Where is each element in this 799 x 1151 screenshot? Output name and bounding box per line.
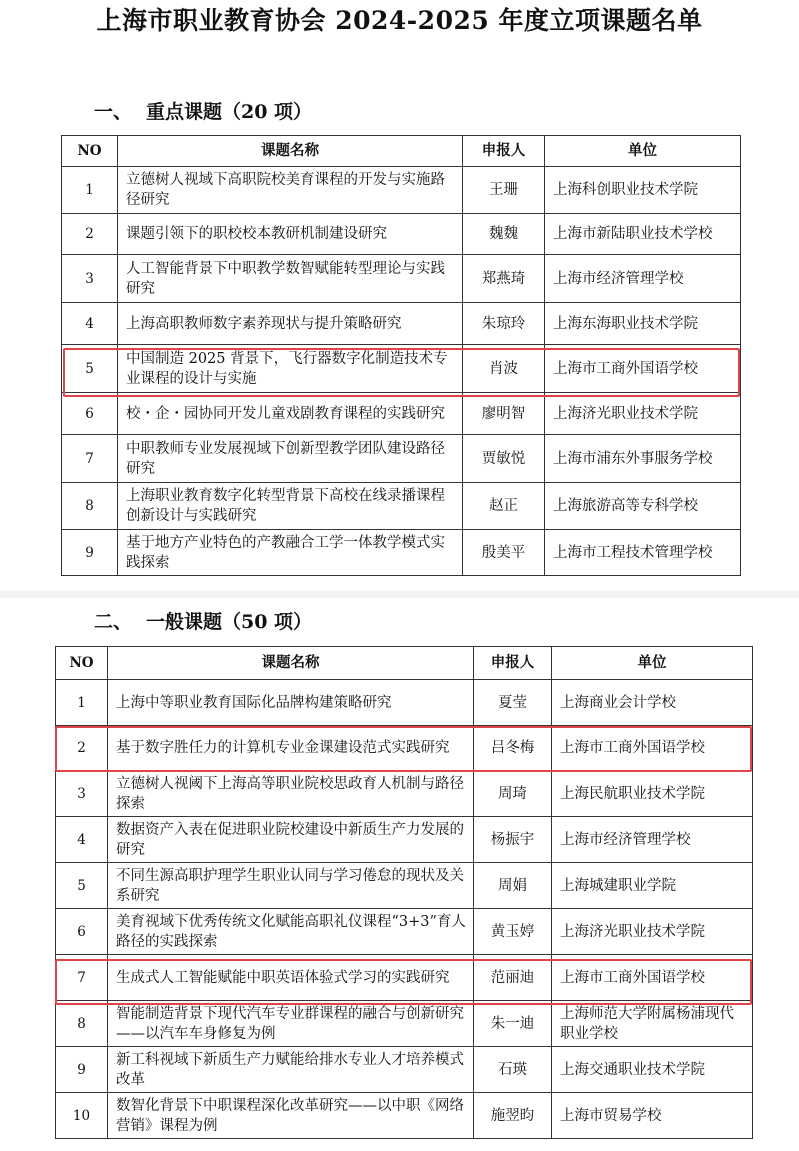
unit-cell: 上海交通职业技术学院 bbox=[552, 1047, 753, 1093]
no-cell: 4 bbox=[62, 303, 118, 345]
name-cell: 智能制造背景下现代汽车专业群课程的融合与创新研究——以汽车车身修复为例 bbox=[108, 1001, 474, 1047]
name-cell: 人工智能背景下中职教学数智赋能转型理论与实践研究 bbox=[118, 255, 463, 303]
no-cell: 5 bbox=[56, 863, 108, 909]
section-label: 一般课题（50 项） bbox=[146, 611, 313, 633]
unit-cell: 上海旅游高等专科学校 bbox=[545, 483, 741, 530]
page-title: 上海市职业教育协会 2024-2025 年度立项课题名单 bbox=[96, 6, 703, 35]
table-row bbox=[56, 955, 753, 1001]
table-row bbox=[62, 483, 741, 530]
person-cell: 殷美平 bbox=[463, 530, 545, 576]
name-cell: 上海职业教育数字化转型背景下高校在线录播课程创新设计与实践研究 bbox=[118, 483, 463, 530]
unit-cell: 上海济光职业技术学院 bbox=[545, 393, 741, 435]
name-cell: 校・企・园协同开发儿童戏剧教育课程的实践研究 bbox=[118, 393, 463, 435]
column-header-name: 课题名称 bbox=[118, 136, 463, 167]
name-cell: 中国制造 2025 背景下，飞行器数字化制造技术专业课程的设计与实施 bbox=[118, 345, 463, 393]
name-cell: 上海中等职业教育国际化品牌构建策略研究 bbox=[108, 680, 474, 726]
table-row bbox=[56, 1047, 753, 1093]
name-cell: 不同生源高职护理学生职业认同与学习倦怠的现状及关系研究 bbox=[108, 863, 474, 909]
section-index: 二、 bbox=[94, 611, 133, 633]
person-cell: 肖波 bbox=[463, 345, 545, 393]
name-cell: 数据资产入表在促进职业院校建设中新质生产力发展的研究 bbox=[108, 817, 474, 863]
unit-cell: 上海市经济管理学校 bbox=[552, 817, 753, 863]
person-cell: 朱一迪 bbox=[474, 1001, 552, 1047]
table-row bbox=[62, 214, 741, 255]
no-cell: 7 bbox=[56, 955, 108, 1001]
unit-cell: 上海民航职业技术学院 bbox=[552, 771, 753, 817]
person-cell: 魏魏 bbox=[463, 214, 545, 255]
unit-cell: 上海商业会计学校 bbox=[552, 680, 753, 726]
column-header-person: 申报人 bbox=[474, 647, 552, 680]
page-break bbox=[0, 591, 799, 598]
no-cell: 7 bbox=[62, 435, 118, 483]
unit-cell: 上海市工商外国语学校 bbox=[552, 955, 753, 1001]
no-cell: 8 bbox=[62, 483, 118, 530]
unit-cell: 上海市工程技术管理学校 bbox=[545, 530, 741, 576]
name-cell: 新工科视域下新质生产力赋能给排水专业人才培养模式改革 bbox=[108, 1047, 474, 1093]
unit-cell: 上海科创职业技术学院 bbox=[545, 167, 741, 214]
person-cell: 石瑛 bbox=[474, 1047, 552, 1093]
unit-cell: 上海东海职业技术学院 bbox=[545, 303, 741, 345]
person-cell: 夏莹 bbox=[474, 680, 552, 726]
person-cell: 赵正 bbox=[463, 483, 545, 530]
name-cell: 立德树人视阈下上海高等职业院校思政育人机制与路径探索 bbox=[108, 771, 474, 817]
person-cell: 吕冬梅 bbox=[474, 726, 552, 771]
column-header-no: NO bbox=[56, 647, 108, 680]
unit-cell: 上海市工商外国语学校 bbox=[545, 345, 741, 393]
person-cell: 杨振宇 bbox=[474, 817, 552, 863]
person-cell: 王珊 bbox=[463, 167, 545, 214]
general-projects-table bbox=[55, 646, 753, 1139]
table-row bbox=[62, 393, 741, 435]
unit-cell: 上海师范大学附属杨浦现代职业学校 bbox=[552, 1001, 753, 1047]
unit-cell: 上海市浦东外事服务学校 bbox=[545, 435, 741, 483]
no-cell: 5 bbox=[62, 345, 118, 393]
unit-cell: 上海市工商外国语学校 bbox=[552, 726, 753, 771]
person-cell: 黄玉婷 bbox=[474, 909, 552, 955]
name-cell: 基于地方产业特色的产教融合工学一体教学模式实践探索 bbox=[118, 530, 463, 576]
unit-cell: 上海城建职业学院 bbox=[552, 863, 753, 909]
column-header-unit: 单位 bbox=[545, 136, 741, 167]
name-cell: 美育视域下优秀传统文化赋能高职礼仪课程“3+3”育人路径的实践探索 bbox=[108, 909, 474, 955]
table-row bbox=[56, 1093, 753, 1139]
name-cell: 上海高职教师数字素养现状与提升策略研究 bbox=[118, 303, 463, 345]
person-cell: 周琦 bbox=[474, 771, 552, 817]
column-header-name: 课题名称 bbox=[108, 647, 474, 680]
table-row bbox=[62, 435, 741, 483]
no-cell: 3 bbox=[62, 255, 118, 303]
person-cell: 廖明智 bbox=[463, 393, 545, 435]
person-cell: 郑燕琦 bbox=[463, 255, 545, 303]
table-row bbox=[56, 1001, 753, 1047]
unit-cell: 上海市贸易学校 bbox=[552, 1093, 753, 1139]
name-cell: 数智化背景下中职课程深化改革研究——以中职《网络营销》课程为例 bbox=[108, 1093, 474, 1139]
no-cell: 2 bbox=[62, 214, 118, 255]
section-index: 一、 bbox=[94, 101, 133, 123]
table-row bbox=[62, 530, 741, 576]
unit-cell: 上海市经济管理学校 bbox=[545, 255, 741, 303]
table-row bbox=[56, 771, 753, 817]
no-cell: 6 bbox=[62, 393, 118, 435]
table-row bbox=[56, 817, 753, 863]
table-row bbox=[62, 167, 741, 214]
name-cell: 中职教师专业发展视域下创新型教学团队建设路径研究 bbox=[118, 435, 463, 483]
table-row bbox=[56, 863, 753, 909]
no-cell: 2 bbox=[56, 726, 108, 771]
table-row bbox=[56, 726, 753, 771]
name-cell: 课题引领下的职校校本教研机制建设研究 bbox=[118, 214, 463, 255]
table-row bbox=[56, 680, 753, 726]
name-cell: 立德树人视域下高职院校美育课程的开发与实施路径研究 bbox=[118, 167, 463, 214]
no-cell: 8 bbox=[56, 1001, 108, 1047]
person-cell: 施翌昀 bbox=[474, 1093, 552, 1139]
table-row bbox=[62, 303, 741, 345]
no-cell: 4 bbox=[56, 817, 108, 863]
key-projects-table bbox=[61, 135, 741, 576]
table-header-row bbox=[56, 647, 753, 680]
table-row bbox=[62, 345, 741, 393]
name-cell: 基于数字胜任力的计算机专业金课建设范式实践研究 bbox=[108, 726, 474, 771]
no-cell: 3 bbox=[56, 771, 108, 817]
person-cell: 周娟 bbox=[474, 863, 552, 909]
unit-cell: 上海市新陆职业技术学校 bbox=[545, 214, 741, 255]
no-cell: 6 bbox=[56, 909, 108, 955]
column-header-no: NO bbox=[62, 136, 118, 167]
table-row bbox=[62, 255, 741, 303]
no-cell: 9 bbox=[62, 530, 118, 576]
section-label: 重点课题（20 项） bbox=[146, 101, 313, 123]
unit-cell: 上海济光职业技术学院 bbox=[552, 909, 753, 955]
person-cell: 朱琼玲 bbox=[463, 303, 545, 345]
no-cell: 1 bbox=[62, 167, 118, 214]
table-header-row bbox=[62, 136, 741, 167]
column-header-person: 申报人 bbox=[463, 136, 545, 167]
no-cell: 10 bbox=[56, 1093, 108, 1139]
no-cell: 1 bbox=[56, 680, 108, 726]
section-heading-key-projects bbox=[94, 99, 312, 125]
table-row bbox=[56, 909, 753, 955]
no-cell: 9 bbox=[56, 1047, 108, 1093]
person-cell: 范丽迪 bbox=[474, 955, 552, 1001]
section-heading-general-projects bbox=[94, 609, 312, 635]
person-cell: 贾敏悦 bbox=[463, 435, 545, 483]
name-cell: 生成式人工智能赋能中职英语体验式学习的实践研究 bbox=[108, 955, 474, 1001]
column-header-unit: 单位 bbox=[552, 647, 753, 680]
